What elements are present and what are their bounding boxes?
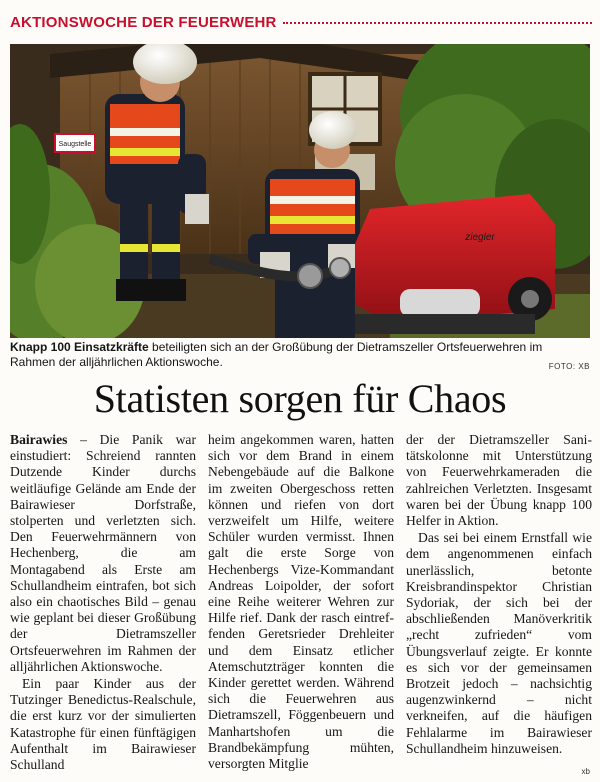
dateline: Bairawies xyxy=(10,432,68,447)
article-headline: Statisten sorgen für Chaos xyxy=(93,376,507,421)
paragraph-text: – Die Panik war einstudiert: Schreiend rannten Dutzende Kinder durchs weitläufige Gelände am Ende der Bairawieser Dorfstraße, stolperten und verletzten sich. Den Feuerwehrmännern von Hechenberg, die am Montagabend als Erste am Schullandheim eintrafen, bot sich also ein chaotisches Bild – genau wie geplant bei dieser Großübung der Dietramszeller Ortsfeuerwehren im Rahmen der alljährlichen Aktionswoche. xyxy=(10,432,196,674)
photo-caption xyxy=(10,340,590,370)
paragraph: heim angekommen waren, hatten sich vor dem Brand in einem Nebengebäude auf die Balkone im zweiten Obergeschoss retten können und riefen von dort verzweifelt um Hilfe, weitere Schüler wurden vermisst. Ihnen galt die erste Sorge von Hechenbergs Vize-Kommandant Andreas Loipolder, der sofort eine Reihe weiterer Wehren zur Hilfe rief. Dank der rasch eintreffenden Geretsrieder Drehleiter und dem Einsatz etlicher Atemschutzträger konnten die Kinder gerettet werden. Während sich die Feuerwehren aus Dietramszell, Föggenbeuern und Manhartshofen um die Brandbekämpfung mühten, versorgten Mitglie xyxy=(208,432,394,772)
fire-pump xyxy=(355,194,555,334)
caption-text: beteiligten sich an der Großübung der Dietramszeller Ortsfeuerwehren im Rahmen der alljährlichen Aktionswoche. xyxy=(10,340,543,369)
paragraph xyxy=(10,432,196,675)
author-marker: xb xyxy=(581,767,590,776)
firefighters-illustration xyxy=(10,44,590,338)
article-column-2 xyxy=(208,432,394,777)
article-column-3 xyxy=(406,432,592,777)
pump-brand-label: ziegler xyxy=(465,232,495,243)
section-kicker xyxy=(10,12,592,32)
article-photo xyxy=(10,44,590,338)
caption-lead: Knapp 100 Einsatzkräfte xyxy=(10,340,149,354)
photo-credit: FOTO: XB xyxy=(548,362,590,371)
paragraph: der der Dietramszeller Sanitätskolonne mit Unterstützung von Feuerwehrkameraden die zahlreichen Verletzten. Insgesamt waren bei der Übung knapp 100 Helfer in Aktion. xyxy=(406,432,592,529)
paragraph: Ein paar Kinder aus der Tutzinger Benedictus-Realschule, die erst kurz vor der simulierten Katastrophe für einen fünftägigen Aufenthalt im Bairawieser Schulland xyxy=(10,676,196,773)
article-column-1 xyxy=(10,432,196,777)
paragraph: Das sei bei einem Ernstfall wie dem angenommenen einfach unerlässlich, betonte Kreisbrandinspektor Christian Sydoriak, der sich bei der abschließenden Manöverkritik „recht zufrieden“ vom Übungsverlauf zeigte. Er konnte es sich vor der gemeinsamen Brotzeit jedoch – nachsichtig augenzwinkernd – nicht verkneifen, auf die häufigen Fehlalarme im Bairawieser Schullandheim hinzuweisen. xyxy=(406,530,592,756)
article-body xyxy=(10,432,592,777)
kicker-dotted-rule xyxy=(283,22,592,24)
section-kicker-text: AKTIONSWOCHE DER FEUERWEHR xyxy=(10,13,277,31)
sign-text: Saugstelle xyxy=(58,141,92,148)
